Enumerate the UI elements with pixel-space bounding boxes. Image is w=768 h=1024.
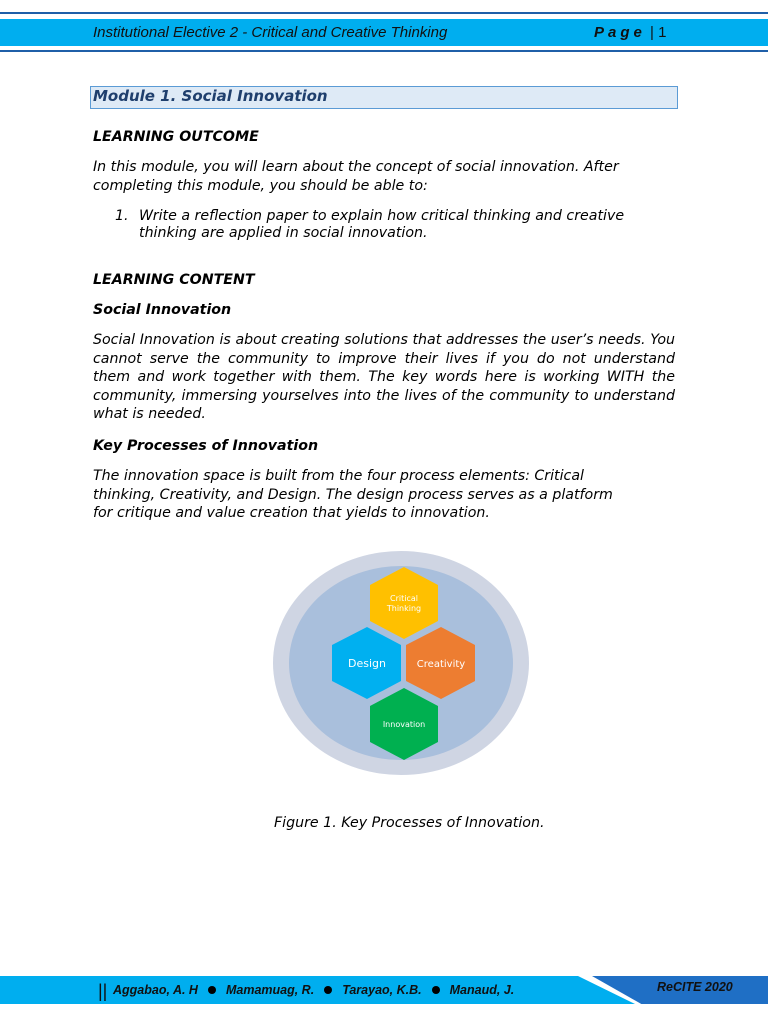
innovation-label: Innovation <box>382 720 426 729</box>
learning-outcome-heading: LEARNING OUTCOME <box>93 129 259 145</box>
page-separator: | <box>650 24 654 41</box>
learning-content-heading: LEARNING CONTENT <box>93 272 255 288</box>
outcome-item-number: 1. <box>115 208 129 224</box>
figure-caption: Figure 1. Key Processes of Innovation. <box>274 815 545 831</box>
innovation-process-figure <box>272 550 530 776</box>
footer-authors <box>113 983 514 997</box>
header-page-indicator <box>594 24 666 41</box>
footer-org: ReCITE 2020 <box>657 980 733 994</box>
author-name: Mamamuag, R. <box>225 983 315 997</box>
bullet-dot <box>432 986 440 994</box>
social-innovation-subheading: Social Innovation <box>93 302 232 318</box>
critical-thinking-label-1: Critical <box>390 594 418 603</box>
page-number: 1 <box>658 24 667 41</box>
footer-bars: || <box>98 981 108 1001</box>
page-word: Page <box>594 24 646 41</box>
critical-thinking-label-2: Thinking <box>386 604 422 613</box>
header-bottom-rule <box>0 50 768 52</box>
social-innovation-paragraph: Social Innovation is about creating solutions that addresses the user’s needs. You cannot serve the community to improve their lives if you do not understand them and work together with them. The key words here is working WITH the community, immersing yourselves into the lives of the community to understand what is needed. <box>93 332 675 422</box>
module-title-box <box>90 86 678 109</box>
author-name: Aggabao, A. H <box>113 983 198 997</box>
module-title: Module 1. Social Innovation <box>93 87 328 105</box>
header-top-rule <box>0 12 768 14</box>
header-course-title: Institutional Elective 2 - Critical and Creative Thinking <box>93 24 448 41</box>
author-name: Manaud, J. <box>449 983 515 997</box>
key-processes-paragraph: The innovation space is built from the four process elements: Critical thinking, Creativity, and Design. The design process serves as a platform for critique and value creation that yields to innovation. <box>93 468 613 521</box>
outcome-item-text: Write a reflection paper to explain how critical thinking and creative thinking are applied in social innovation. <box>139 208 625 241</box>
key-processes-heading: Key Processes of Innovation <box>93 438 319 454</box>
design-label: Design <box>348 657 386 670</box>
creativity-label: Creativity <box>416 659 466 670</box>
bullet-dot <box>208 986 216 994</box>
learning-outcome-intro: In this module, you will learn about the concept of social innovation. After completing this module, you should be able to: <box>93 159 619 194</box>
author-name: Tarayao, K.B. <box>342 983 422 997</box>
bullet-dot <box>324 986 332 994</box>
